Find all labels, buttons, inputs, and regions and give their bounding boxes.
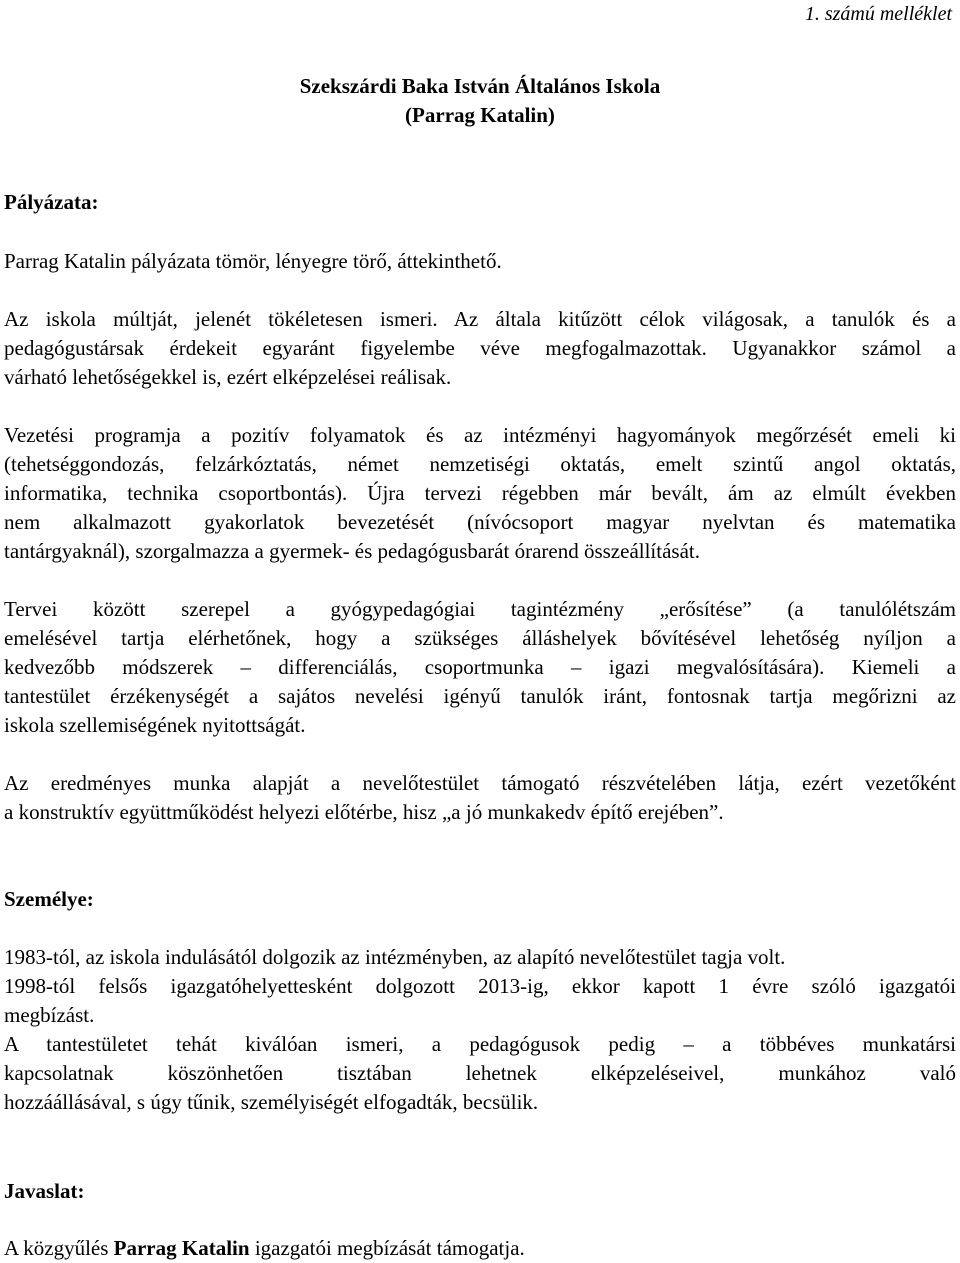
paragraph-person bbox=[4, 943, 956, 1117]
proposal-candidate-name: Parrag Katalin bbox=[113, 1236, 250, 1260]
heading-person: Személye: bbox=[4, 887, 94, 911]
text-line: Parrag Katalin pályázata tömör, lényegre törő, áttekinthető. bbox=[4, 249, 502, 273]
title-name: (Parrag Katalin) bbox=[405, 103, 555, 127]
text-line: 1983-tól, az iskola indulásától dolgozik az intézményben, az alapító nevelőtestület tagja volt. bbox=[4, 945, 786, 969]
paragraph-proposal bbox=[4, 1234, 956, 1263]
text-line: iskola szellemiségének nyitottságát. bbox=[4, 713, 306, 737]
text-line: kapcsolatnak köszönhetően tisztában lehetnek elképzeléseivel, munkához való bbox=[4, 1061, 956, 1085]
paragraph-cooperation bbox=[4, 769, 956, 827]
text-line: pedagógustársak érdekeit egyaránt figyelembe véve megfogalmazottak. Ugyanakkor számol a bbox=[4, 336, 956, 360]
text-line: kedvezőbb módszerek – differenciálás, csoportmunka – igazi megvalósítására). Kiemeli a bbox=[4, 655, 956, 679]
paragraph-program bbox=[4, 421, 956, 566]
text-line: hozzáállásával, s úgy tűnik, személyiségét elfogadták, becsülik. bbox=[4, 1090, 539, 1114]
text-line: Tervei között szerepel a gyógypedagógiai tagintézmény „erősítése” (a tanulólétszám bbox=[4, 597, 956, 621]
text-line: Az eredményes munka alapját a nevelőtestület támogató részvételében látja, ezért vezetőként bbox=[4, 771, 956, 795]
annex-label: 1. számú melléklet bbox=[804, 3, 952, 25]
heading-proposal: Javaslat: bbox=[4, 1179, 85, 1203]
paragraph-plans bbox=[4, 595, 956, 740]
text-line: megbízást. bbox=[4, 1003, 95, 1027]
paragraph-summary bbox=[4, 247, 956, 276]
text-line: emelésével tartja elérhetőnek, hogy a szükséges álláshelyek bővítésével lehetőség nyíljon a bbox=[4, 626, 956, 650]
title-school: Szekszárdi Baka István Általános Iskola bbox=[299, 74, 661, 98]
text-line: 1998-tól felsős igazgatóhelyettesként dolgozott 2013-ig, ekkor kapott 1 évre szóló igazgatói bbox=[4, 974, 956, 998]
paragraph-knowledge bbox=[4, 305, 956, 392]
text-line: Az iskola múltját, jelenét tökéletesen ismeri. Az általa kitűzött célok világosak, a tanulók és a bbox=[4, 307, 956, 331]
heading-application: Pályázata: bbox=[4, 190, 99, 214]
text-line: várható lehetőségekkel is, ezért elképzelései reálisak. bbox=[4, 365, 452, 389]
text-line: tantestület érzékenységét a sajátos nevelési igényű tanulók iránt, fontosnak tartja megőrizni az bbox=[4, 684, 956, 708]
text-line: tantárgyaknál), szorgalmazza a gyermek- és pedagógusbarát órarend összeállítását. bbox=[4, 539, 701, 563]
proposal-text-before: A közgyűlés bbox=[4, 1236, 114, 1260]
text-line: A tantestületet tehát kiválóan ismeri, a pedagógusok pedig – a többéves munkatársi bbox=[4, 1032, 956, 1056]
proposal-text-after: igazgatói megbízását támogatja. bbox=[249, 1236, 525, 1260]
text-line: informatika, technika csoportbontás). Újra tervezi régebben már bevált, ám az elmúlt években bbox=[4, 481, 956, 505]
text-line: a konstruktív együttműködést helyezi előtérbe, hisz „a jó munkakedv építő erejében”. bbox=[4, 800, 724, 824]
text-line: (tehetséggondozás, felzárkóztatás, német nemzetiségi oktatás, emelt szintű angol oktatás, bbox=[4, 452, 956, 476]
text-line: Vezetési programja a pozitív folyamatok és az intézményi hagyományok megőrzését emeli ki bbox=[4, 423, 956, 447]
text-line: nem alkalmazott gyakorlatok bevezetését (nívócsoport magyar nyelvtan és matematika bbox=[4, 510, 956, 534]
proposal-text bbox=[4, 1234, 956, 1263]
